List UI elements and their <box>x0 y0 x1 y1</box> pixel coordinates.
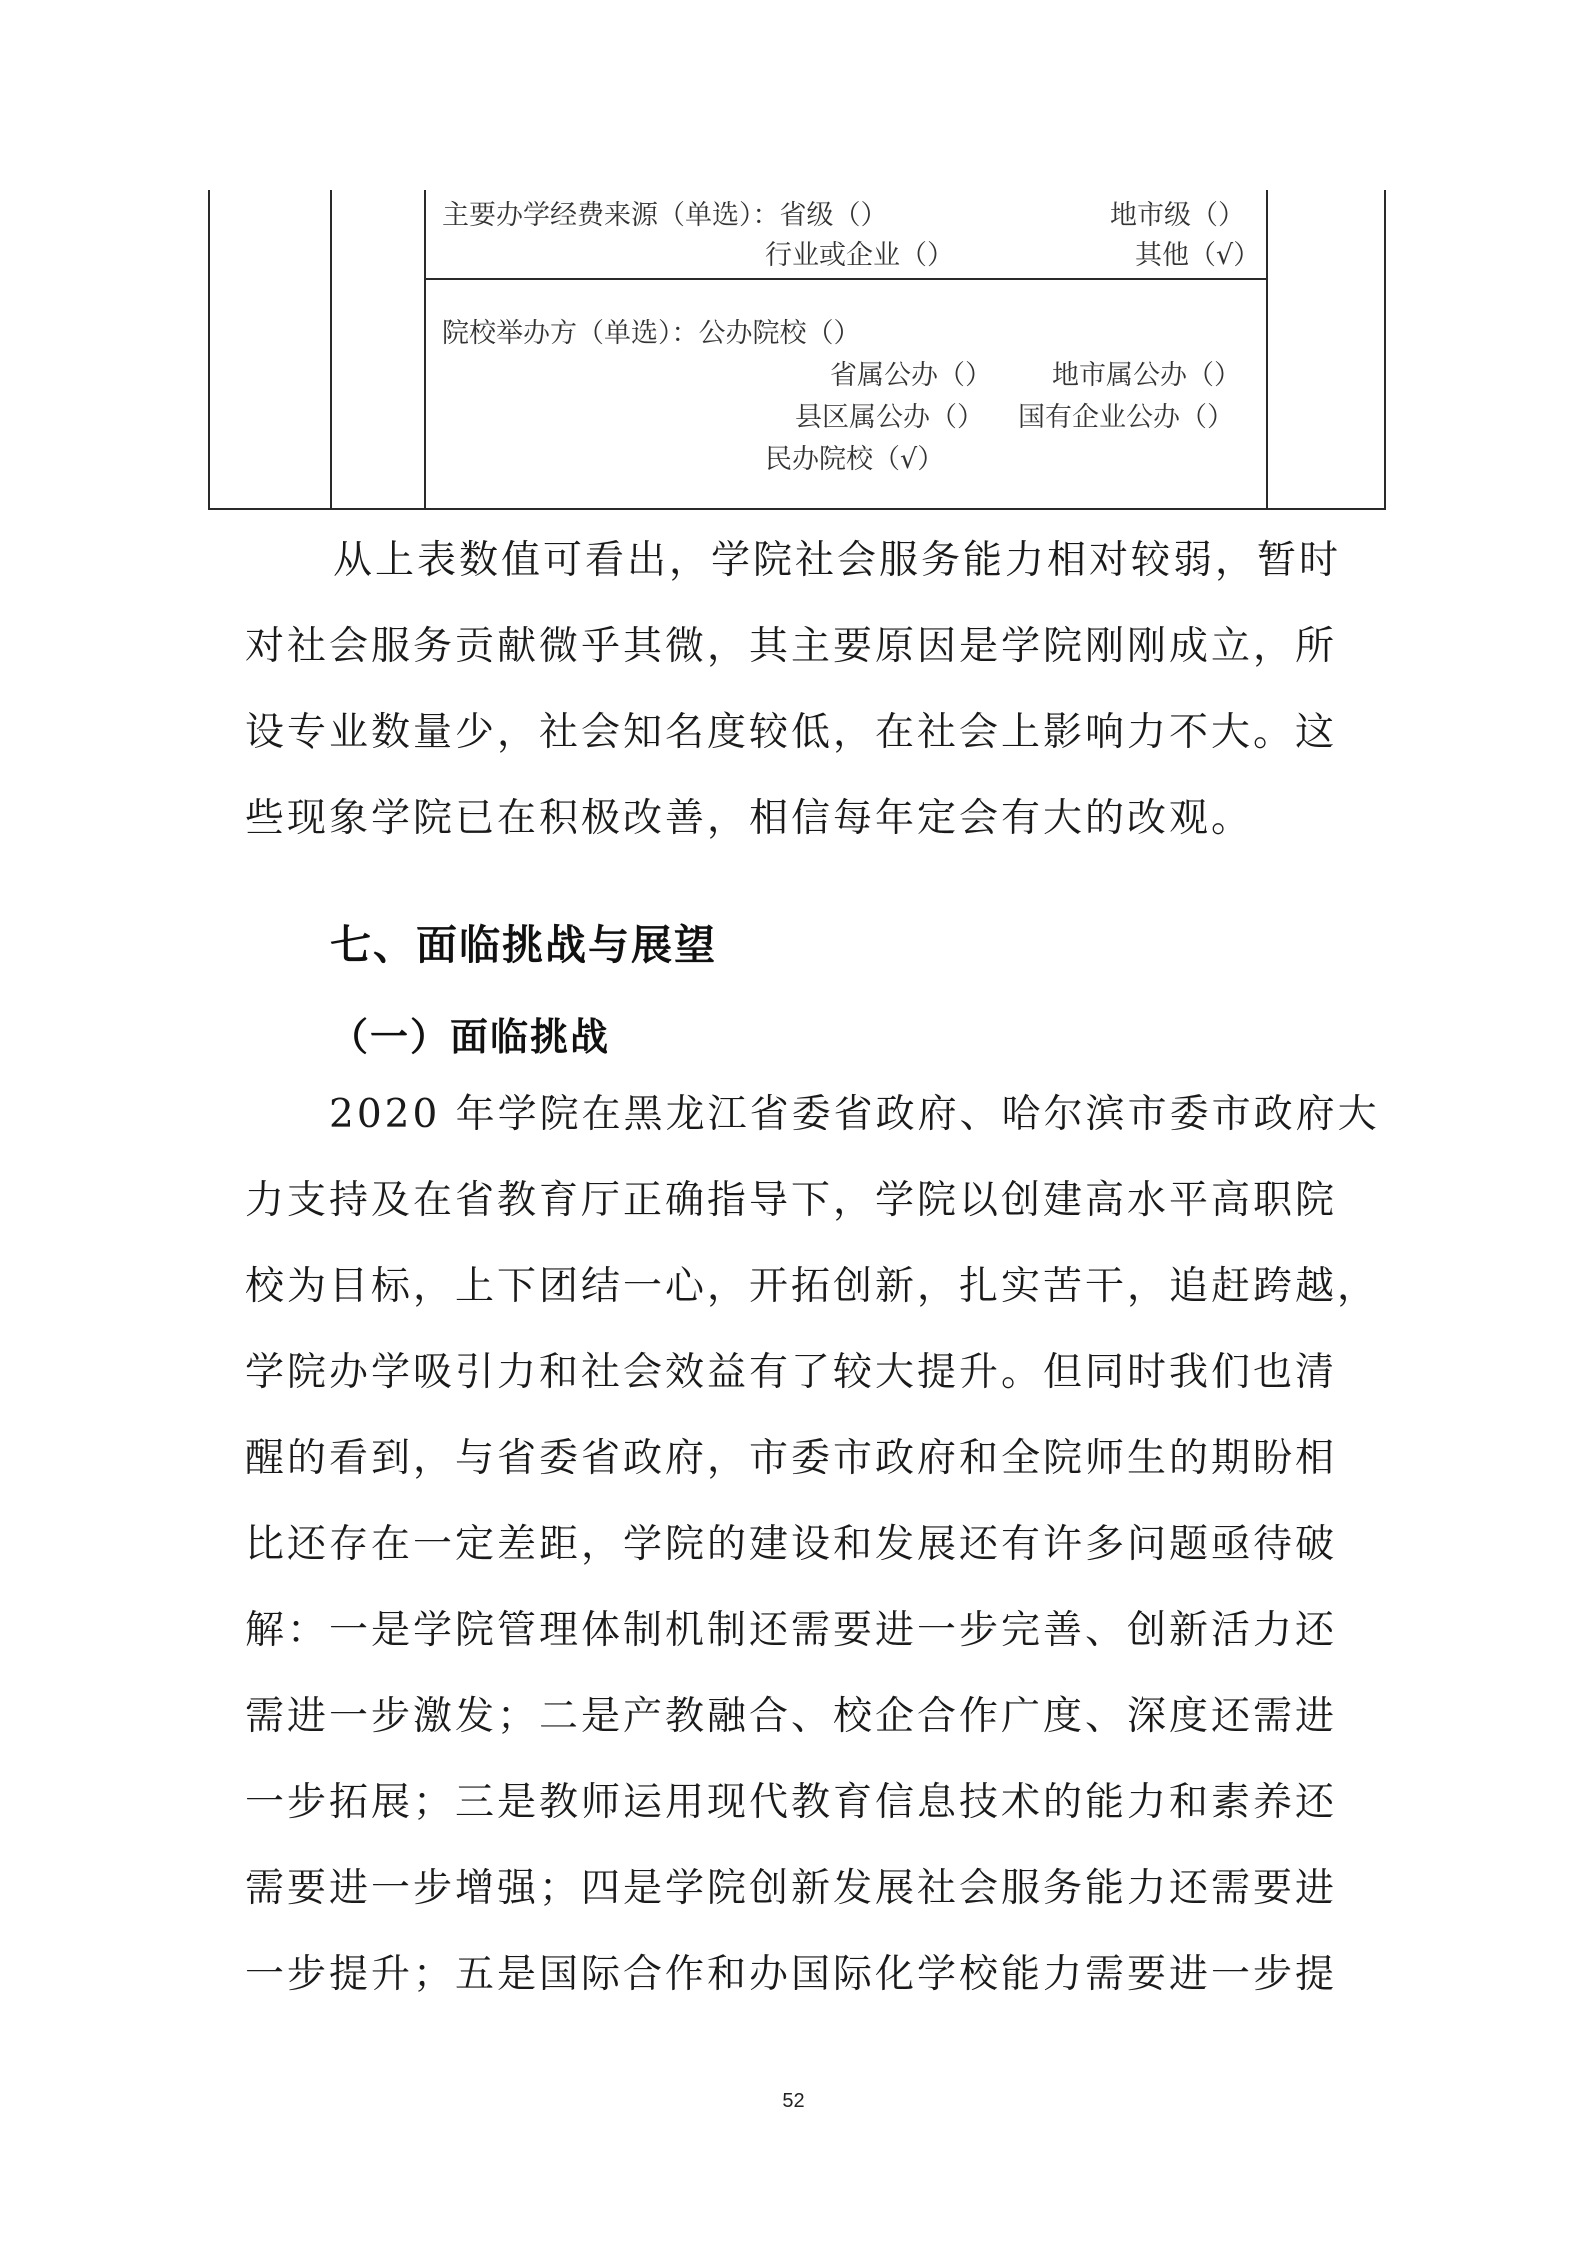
organizer-soe-option: 国有企业公办（） <box>1018 402 1234 433</box>
subsection-heading: （一）面临挑战 <box>330 1015 611 1059</box>
organizer-county-option: 县区属公办（） <box>795 402 984 433</box>
section-heading: 七、面临挑战与展望 <box>330 921 717 969</box>
text-line: 醒的看到，与省委省政府，市委市政府和全院师生的期盼相 <box>245 1436 1338 1481</box>
text-line: 2020 年学院在黑龙江省委省政府、哈尔滨市委市政府大 <box>329 1092 1380 1137</box>
organizer-province-option: 省属公办（） <box>830 360 992 391</box>
text-line: 从上表数值可看出，学院社会服务能力相对较弱，暂时 <box>333 538 1342 583</box>
table-column-divider <box>424 190 426 508</box>
paragraph-social-service <box>245 518 1360 862</box>
funding-source-label: 主要办学经费来源（单选）：省级（） <box>442 200 888 231</box>
funding-city-option: 地市级（） <box>1110 200 1245 231</box>
organizer-private-option: 民办院校（√） <box>765 444 945 475</box>
text-line: 解：一是学院管理体制机制还需要进一步完善、创新活力还 <box>245 1608 1338 1653</box>
text-line: 学院办学吸引力和社会效益有了较大提升。但同时我们也清 <box>245 1350 1338 1395</box>
text-line: 需进一步激发；二是产教融合、校企合作广度、深度还需进 <box>245 1694 1338 1739</box>
table-column-divider <box>330 190 332 508</box>
funding-other-option: 其他（√） <box>1135 240 1261 271</box>
text-line: 一步拓展；三是教师运用现代教育信息技术的能力和素养还 <box>245 1780 1338 1825</box>
page-number: 52 <box>782 2090 805 2112</box>
text-line: 需要进一步增强；四是学院创新发展社会服务能力还需要进 <box>245 1866 1338 1911</box>
text-line: 一步提升；五是国际合作和办国际化学校能力需要进一步提 <box>245 1952 1338 1997</box>
text-line: 设专业数量少，社会知名度较低，在社会上影响力不大。这 <box>245 710 1338 755</box>
table-row-divider <box>424 278 1266 280</box>
funding-industry-option: 行业或企业（） <box>765 240 954 271</box>
organizer-label: 院校举办方（单选）：公办院校（） <box>442 318 861 349</box>
text-line: 校为目标，上下团结一心，开拓创新，扎实苦干，追赶跨越， <box>245 1264 1380 1309</box>
text-line: 力支持及在省教育厅正确指导下，学院以创建高水平高职院 <box>245 1178 1338 1223</box>
organizer-city-option: 地市属公办（） <box>1052 360 1241 391</box>
table-column-divider <box>1266 190 1268 508</box>
text-line: 比还存在一定差距，学院的建设和发展还有许多问题亟待破 <box>245 1522 1338 1567</box>
paragraph-challenges <box>245 1072 1380 2018</box>
data-table-fragment <box>208 190 1386 510</box>
text-line: 对社会服务贡献微乎其微，其主要原因是学院刚刚成立，所 <box>245 624 1338 669</box>
text-line: 些现象学院已在积极改善，相信每年定会有大的改观。 <box>245 796 1254 841</box>
